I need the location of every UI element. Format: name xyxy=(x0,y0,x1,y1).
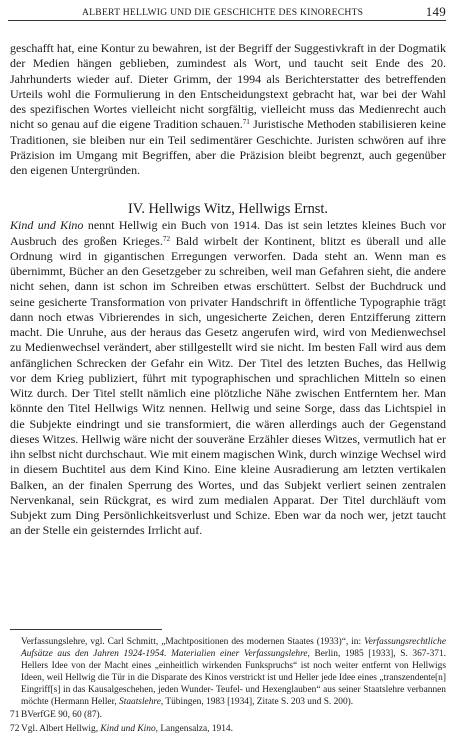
section-paragraph xyxy=(10,218,446,538)
page-number: 149 xyxy=(425,4,446,19)
footnote-text: BVerfGE 90, 60 (87). xyxy=(21,710,102,721)
section-heading: IV. Hellwigs Witz, Hellwigs Ernst. xyxy=(128,201,328,218)
footnote-number: 72 xyxy=(10,724,20,735)
footnote-text: , Tübingen, 1983 [1934], Zitate S. 203 und S. 200). xyxy=(160,696,354,707)
paragraph-text: nennt Hellwig ein Buch von 1914. Das ist sein letztes kleines Buch vor Ausbruch des großen Krieges. xyxy=(10,218,446,248)
footnote-italic-title: Kind und Kino xyxy=(100,724,156,735)
footnote-separator xyxy=(10,629,162,630)
running-header xyxy=(8,4,446,21)
footnote-number: 71 xyxy=(10,710,20,721)
paragraph-continued xyxy=(10,41,446,178)
footnote-text-part: , Langensalza, 1914. xyxy=(155,724,233,735)
paragraph-text: Bald wirbelt der Kontinent, blitzt es überall und alle Ordnung wird in gigantischen Erregungen verworfen. Dada steht an. Wenn man es übernimmt, Bücher an den Gesetzgeber zu schreiben, weil man Gefahren sieht, die andere nicht sehen, dann ist schon im Schreiben etwas erschüttert. Selbst der Buchdruck und seine gesicherte Transformation von privater Handschrift in öffentliche Typographie trägt dann noch etwas Vibrierendes in sich, ungesicherte Zeichen, deren Entzifferung zittern macht. Die Unruhe, aus der heraus das Gesetz angerufen wird, wird von Medienwechsel zu Medienwechsel verändert, aber stillgestellt wird sie nicht. Im besten Fall wird aus dem anfänglichen Schrecken der Gefahr ein Witz. Der Titel des letzten Buches, das Hellwig vor dem Krieg publiziert, führt mit typographischen und sprachlichen Mitteln so einen Witz durch. Der Titel stellt nämlich eine plötzliche Nähe zwischen Entferntem her. Man könnte den Titel Hellwigs Witz nennen. Hellwig und seine Sorge, dass das Lichtspiel in die Subjekte eindringt und sie transformiert, die wären allerdings auch der Gegenstand dieses Witzes. Hellwig wäre nicht der souveräne Erzähler dieses Witzes, vermutlich hat er ihn selbst nicht durchschaut. Wie mit einem magischen Wink, durch winzige Wechsel wird in diesem Buchtitel aus dem Kind Kino. Eine kleine Ausradierung am letzten vertikalen Balken, an der finalen Sperrung des Wortes, und das Subjekt verliert seinen zentralen Nervenkanal, sein Rückgrat, es wird zum medialen Apparat. Der Titel durchläuft vom Subjekt zum Ding Persönlichkeitsverlust und Schize. Eben war da noch wer, jetzt taucht an der Stelle ein geisterndes Irrlicht auf. xyxy=(10,233,446,538)
running-title: ALBERT HELLWIG UND DIE GESCHICHTE DES KINORECHTS xyxy=(82,7,364,18)
main-text xyxy=(10,41,446,539)
footnotes xyxy=(10,637,446,736)
footnote-text: Verfassungslehre, vgl. Carl Schmitt, „Machtpositionen des modernen Staates (1933)“, in: xyxy=(21,637,365,647)
footnote-italic-title: Staatslehre xyxy=(119,696,161,707)
footnote-ref-71[interactable]: 71 xyxy=(242,118,250,127)
footnote-72 xyxy=(10,724,446,736)
footnote-italic-title: Verfassungsrechtliche Aufsätze aus den Jahren 1924-1954. Materialien einer Verfassungslehre xyxy=(21,637,446,659)
footnote-ref-72[interactable]: 72 xyxy=(162,234,171,243)
footnote-text: , Berlin, 1985 [1933], S. 367-371. Hellers Idee von der Macht eines „einheitlich wirkenden Funkspruchs“ ist noch weiter entfernt von Hellwigs Ideen, weil Hellwig die Tür in die Disparate des Kinos verstrickt ist und Heller jede Idee eines „transzendente[n] Eingriff[s] in das Kausalgeschehen, jeden Wunder- Teufel- und Hexenglauben“ aus seiner Staatslehre verbannen möchte (Hermann Heller, xyxy=(21,648,446,707)
paragraph-text: geschafft hat, eine Kontur zu bewahren, ist der Begriff der Suggestivkraft in der Dogmatik der Medien hängen geblieben, zumindest als Wort, und taucht seit Ende des 20. Jahrhunderts wieder auf. Dieter Grimm, der 1994 als Berichterstatter des betreffenden Urteils wohl die Formulierung in den Entscheidungstext gebracht hat, war bei der Wahl des spezifischen Wortes vielleicht nicht sorgfältig, vielleicht muss das Medienrecht auch nicht so genau auf die eigene Tradition schauen. xyxy=(10,41,446,132)
footnote-71 xyxy=(10,710,446,722)
footnote-continuation xyxy=(10,637,446,708)
paragraph-text: Juristische Methoden stabilisieren keine Traditionen, sie bleiben nur ein Teil sedimentärer Geschichte. Juristen schwören auf ihre Präzision im Umgang mit Begriffen, aber die Präzision bleibt begrenzt, auch gegenüber den eigenen Untergründen. xyxy=(10,117,446,177)
footnote-text-part: Vgl. Albert Hellwig, xyxy=(21,724,101,735)
book-title-italic: Kind und Kino xyxy=(10,218,84,233)
footnote-text xyxy=(21,724,446,736)
